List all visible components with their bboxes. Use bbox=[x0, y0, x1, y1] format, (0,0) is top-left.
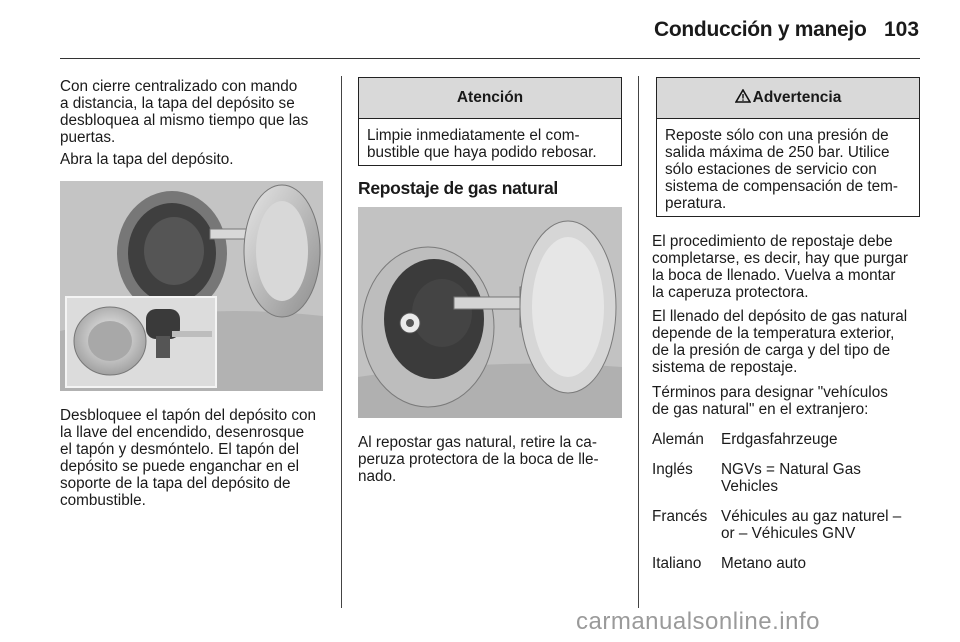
term-language: Francés bbox=[652, 508, 708, 525]
term-name: Erdgasfahrzeuge bbox=[721, 431, 838, 448]
refuel-procedure-paragraph: El procedimiento de repostaje debe completarse, es decir, hay que purgar la boca de llenado. Vuelva a montar la caperuza protectora. bbox=[652, 233, 908, 301]
attention-box bbox=[358, 77, 622, 166]
fill-dependency-paragraph: El llenado del depósito de gas natural depende de la temperatura exterior, de la presión de carga y del tipo de sistema de repostaje. bbox=[652, 308, 908, 376]
unlock-cap-paragraph: Desbloquee el tapón del depósito con la llave del encendido, desenrosque el tapón y desmóntelo. El tapón del depósito se puede enganchar en el soporte de la tapa del depósito de combustible. bbox=[60, 407, 316, 509]
term-language: Alemán bbox=[652, 431, 704, 448]
section-heading-natural-gas: Repostaje de gas natural bbox=[358, 178, 558, 198]
term-name: Metano auto bbox=[721, 555, 807, 572]
fuel-flap-illustration bbox=[60, 181, 323, 391]
term-name: NGVs = Natural Gas Vehicles bbox=[721, 461, 861, 495]
fuel-flap-drawing bbox=[60, 181, 323, 391]
remove-protective-cap-paragraph: Al repostar gas natural, retire la ca- peruza protectora de la boca de lle- nado. bbox=[358, 434, 599, 485]
watermark: carmanualsonline.info bbox=[576, 608, 820, 635]
warning-box-title bbox=[657, 78, 919, 119]
term-language: Inglés bbox=[652, 461, 693, 478]
column-divider-1 bbox=[341, 76, 342, 608]
page-header-title: Conducción y manejo bbox=[654, 18, 867, 41]
intro-paragraph: Con cierre centralizado con mando a distancia, la tapa del depósito se desbloquea al mismo tiempo que las puertas. bbox=[60, 78, 309, 146]
natural-gas-nozzle-drawing bbox=[358, 207, 622, 418]
term-name: Véhicules au gaz naturel – or – Véhicules GNV bbox=[721, 508, 902, 542]
warning-box-text: Reposte sólo con una presión de salida máxima de 250 bar. Utilice sólo estaciones de servicio con sistema de compensación de tem- peratura. bbox=[665, 127, 898, 212]
terms-intro-paragraph: Términos para designar "vehículos de gas natural" en el extranjero: bbox=[652, 384, 888, 418]
header-divider bbox=[60, 58, 920, 59]
term-language: Italiano bbox=[652, 555, 702, 572]
natural-gas-nozzle-illustration bbox=[358, 207, 622, 418]
attention-box-text: Limpie inmediatamente el com- bustible que haya podido rebosar. bbox=[367, 127, 597, 161]
page-number: 103 bbox=[884, 18, 920, 41]
attention-box-title: Atención bbox=[359, 78, 621, 119]
warning-title-text: Advertencia bbox=[752, 89, 842, 106]
column-divider-2 bbox=[638, 76, 639, 608]
open-flap-paragraph: Abra la tapa del depósito. bbox=[60, 151, 234, 168]
warning-triangle-icon bbox=[735, 89, 751, 108]
warning-box bbox=[656, 77, 920, 217]
